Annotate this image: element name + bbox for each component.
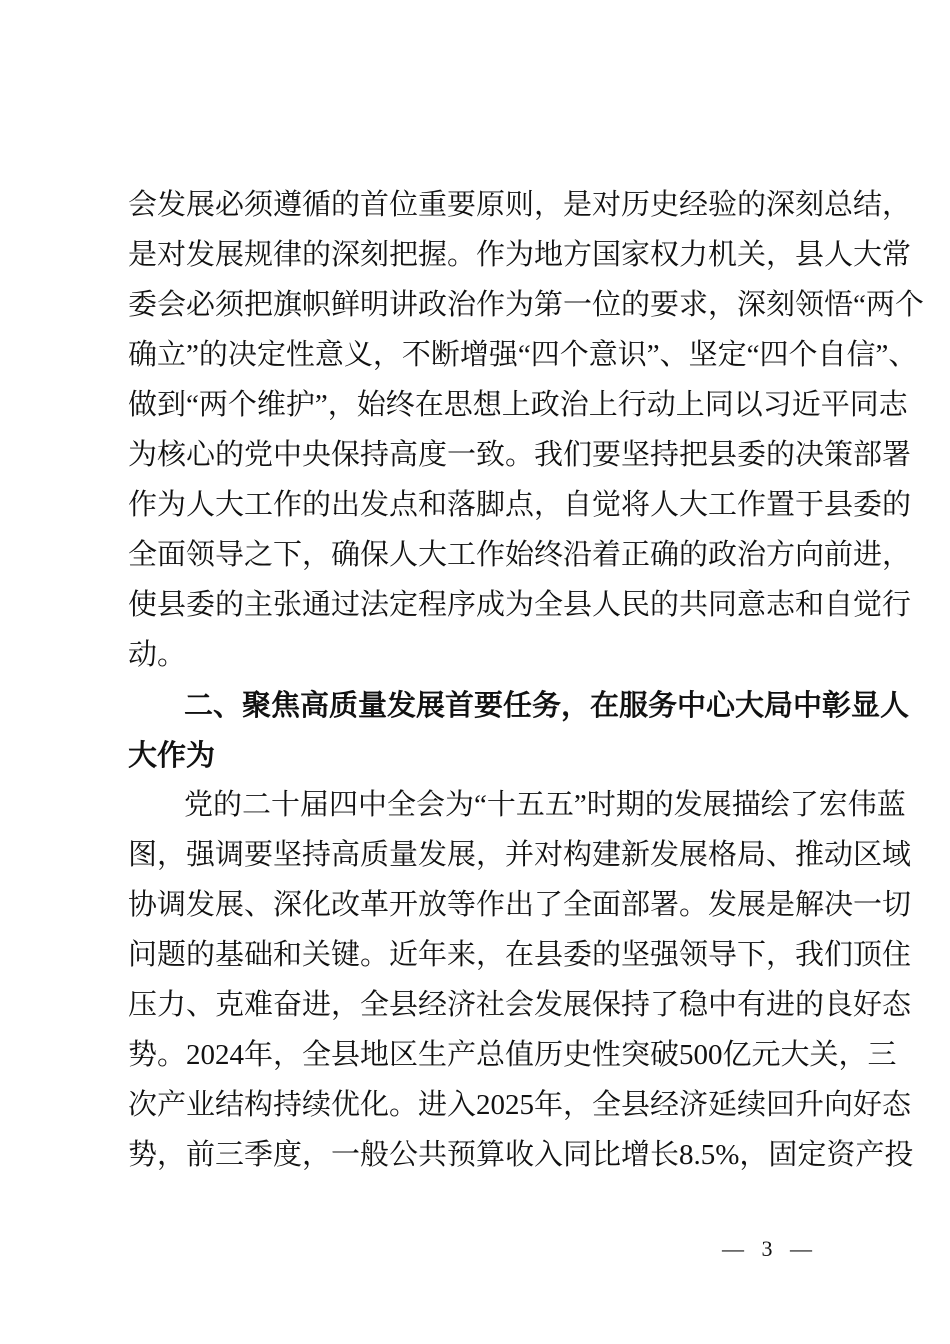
text-line: 做到“两个维护”，始终在思想上政治上行动上同以习近平同志 [128, 389, 908, 421]
text-line: 确立”的决定性意义，不断增强“四个意识”、坚定“四个自信”、 [128, 339, 918, 371]
text-line: 势，前三季度，一般公共预算收入同比增长8.5%，固定资产投 [128, 1139, 914, 1171]
text-line: 图，强调要坚持高质量发展，并对构建新发展格局、推动区域 [128, 839, 912, 871]
page-number: — 3 — [722, 1236, 818, 1261]
text-line: 作为人大工作的出发点和落脚点，自觉将人大工作置于县委的 [128, 489, 912, 521]
text-line: 动。 [128, 639, 187, 671]
paragraph-2 [128, 780, 914, 1180]
text-line: 是对发展规律的深刻把握。作为地方国家权力机关，县人大常 [128, 239, 912, 271]
text-line: 党的二十届四中全会为“十五五”时期的发展描绘了宏伟蓝 [184, 789, 906, 821]
text-line: 使县委的主张通过法定程序成为全县人民的共同意志和自觉行 [128, 589, 912, 621]
text-line: 压力、克难奋进，全县经济社会发展保持了稳中有进的良好态 [128, 989, 912, 1021]
text-line: 全面领导之下，确保人大工作始终沿着正确的政治方向前进， [128, 539, 912, 571]
document-body [128, 180, 924, 1180]
text-line: 会发展必须遵循的首位重要原则，是对历史经验的深刻总结， [128, 189, 912, 221]
paragraph-1 [128, 180, 924, 680]
text-line: 委会必须把旗帜鲜明讲政治作为第一位的要求，深刻领悟“两个 [128, 289, 924, 321]
text-line: 协调发展、深化改革开放等作出了全面部署。发展是解决一切 [128, 889, 912, 921]
text-line: 问题的基础和关键。近年来，在县委的坚强领导下，我们顶住 [128, 939, 912, 971]
heading-line: 大作为 [128, 738, 216, 772]
text-line: 为核心的党中央保持高度一致。我们要坚持把县委的决策部署 [128, 439, 912, 471]
heading-line: 二、聚焦高质量发展首要任务，在服务中心大局中彰显人 [184, 688, 910, 722]
text-line: 次产业结构持续优化。进入2025年，全县经济延续回升向好态 [128, 1089, 912, 1121]
section-heading [128, 680, 910, 780]
text-line: 势。2024年，全县地区生产总值历史性突破500亿元大关，三 [128, 1039, 897, 1071]
